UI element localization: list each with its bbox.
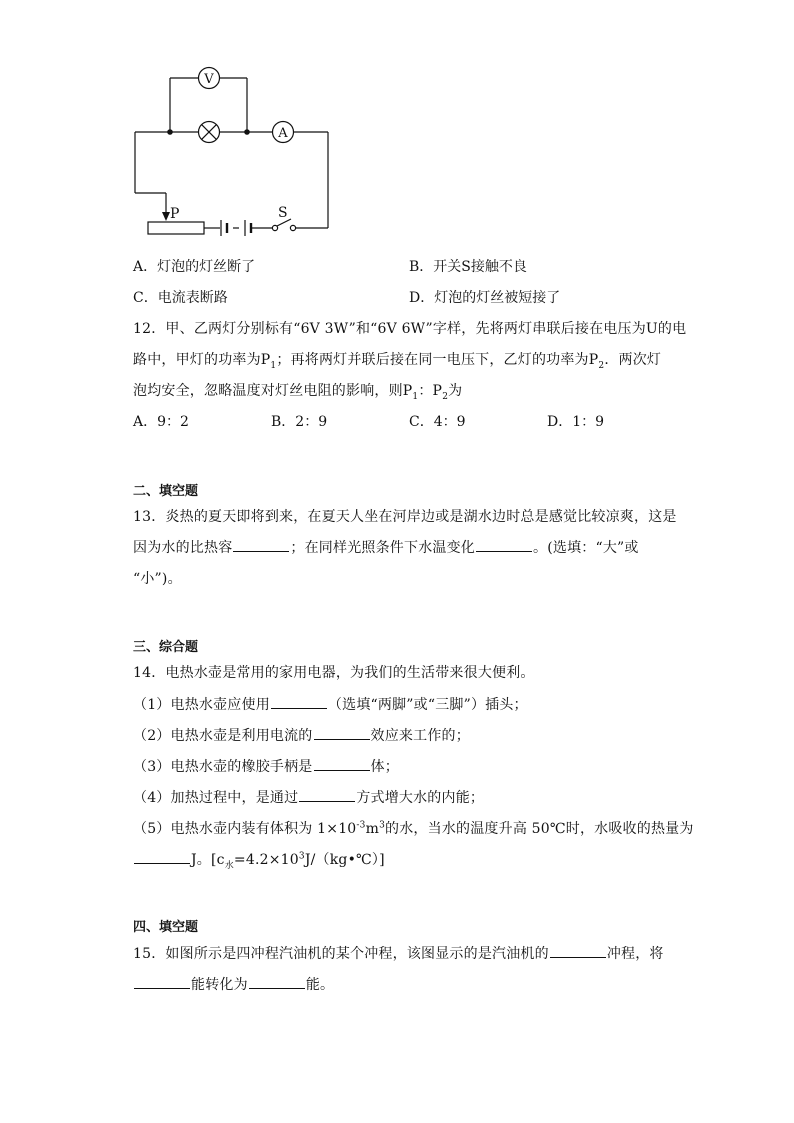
- q14-part-4: （4）加热过程中，是通过 方式增大水的内能；: [133, 790, 485, 806]
- ammeter-label: A: [278, 126, 288, 141]
- battery-icon: [221, 220, 251, 236]
- section-4-title: 四、填空题: [133, 920, 199, 935]
- q12-option-a: A．9：2: [133, 414, 189, 430]
- q11-option-a: A．灯泡的灯丝断了: [133, 259, 256, 275]
- q14-blank-3: [314, 758, 370, 771]
- q12-line-1: 12．甲、乙两灯分别标有“6V 3W”和“6V 6W”字样，先将两灯串联后接在电压为U的电: [133, 321, 687, 337]
- q14-part-3: （3）电热水壶的橡胶手柄是 体；: [133, 759, 399, 775]
- junction-left: [167, 129, 173, 135]
- q14-blank-4: [299, 789, 355, 802]
- q15-blank-1: [550, 945, 606, 958]
- q14-blank-2: [314, 727, 370, 740]
- q15-blank-2: [134, 976, 190, 989]
- q12-option-c: C．4：9: [409, 414, 466, 430]
- circuit-diagram: [120, 60, 350, 245]
- q13-line-3: “小”)。: [133, 571, 182, 587]
- q11-option-c: C．电流表断路: [133, 290, 228, 306]
- q13-blank-2: [476, 539, 532, 552]
- junction-right: [244, 129, 250, 135]
- q13-blank-1: [233, 539, 289, 552]
- slider-arrow-head: [162, 212, 170, 221]
- q15-blank-3: [249, 976, 305, 989]
- q13-line-1: 13．炎热的夏天即将到来，在夏天人坐在河岸边或是湖水边时总是感觉比较凉爽，这是: [133, 509, 677, 525]
- voltmeter-label: V: [204, 72, 214, 87]
- q14-intro: 14．电热水壶是常用的家用电器，为我们的生活带来很大便利。: [133, 665, 535, 681]
- q12-option-d: D．1：9: [547, 414, 605, 430]
- q11-option-d: D．灯泡的灯丝被短接了: [409, 290, 561, 306]
- q11-option-b: B．开关S接触不良: [409, 259, 527, 275]
- section-3-title: 三、综合题: [133, 640, 199, 655]
- q12-line-2: 路中，甲灯的功率为$P_1$；再将两灯并联后接在同一电压下，乙灯的功率为$P_2$．两次灯: [133, 352, 662, 371]
- q14-part-1: （1）电热水壶应使用 （选填“两脚”或“三脚”）插头；: [133, 697, 528, 713]
- q12-option-b: B．2：9: [271, 414, 328, 430]
- q14-part-5: （5）电热水壶内装有体积为 $1\times 10^{-3}m^3$的水，当水的温度升高 50℃时，水吸收的热量为: [133, 820, 694, 837]
- q14-part-5-cont: J。$[c_水=4.2\times 10^3J/(kg•℃)]$: [133, 849, 385, 871]
- switch-label: S: [278, 205, 288, 221]
- q13-line-2: 因为水的比热容 ；在同样光照条件下水温变化 。(选填：“大”或: [133, 540, 639, 556]
- section-2-title: 二、填空题: [133, 484, 199, 499]
- slider-label: P: [170, 206, 180, 222]
- q14-blank-1: [271, 696, 327, 709]
- rheostat: [148, 222, 204, 234]
- lamp-icon: [199, 122, 220, 143]
- q15-line-2: 能转化为 能。: [133, 974, 334, 994]
- q14-blank-5: [134, 851, 190, 864]
- q12-line-3: 泡均安全，忽略温度对灯丝电阻的影响，则$P_1$：$P_2$为: [133, 383, 463, 402]
- q15-line-1: 15．如图所示是四冲程汽油机的某个冲程，该图显示的是汽油机的 冲程，将: [133, 946, 664, 962]
- q14-part-2: （2）电热水壶是利用电流的 效应来工作的；: [133, 728, 470, 744]
